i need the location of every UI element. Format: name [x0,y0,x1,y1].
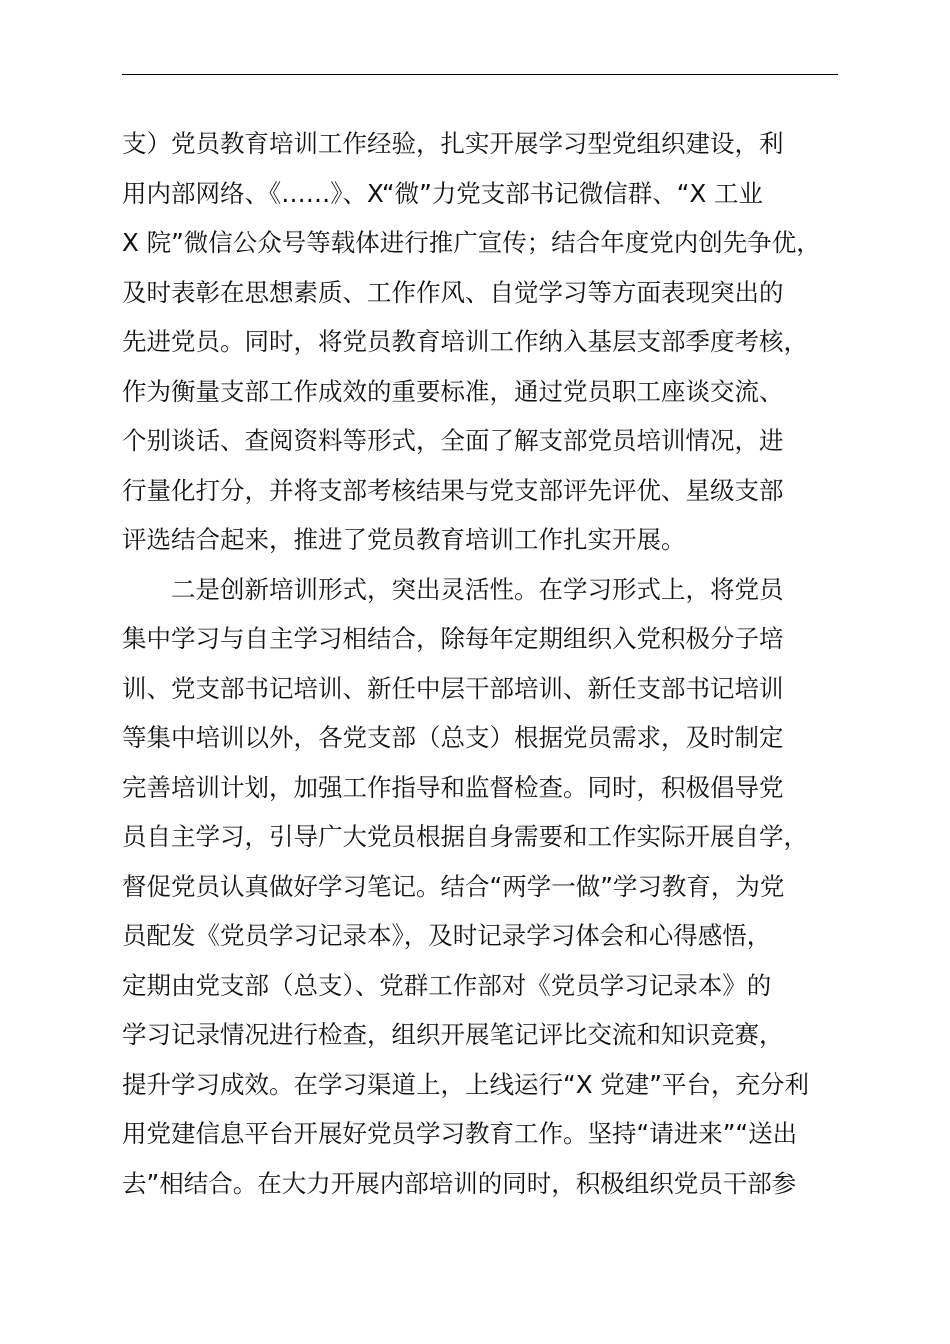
text-line: 作为衡量支部工作成效的重要标准，通过党员职工座谈交流、 [122,376,784,406]
text-line: 完善培训计划，加强工作指导和监督检查。同时，积极倡导党 [122,772,784,802]
text-line: 先进党员。同时，将党员教育培训工作纳入基层支部季度考核， [122,327,808,356]
text-line: 员自主学习，引导广大党员根据自身需要和工作实际开展自学， [122,822,808,851]
text-line: 评选结合起来，推进了党员教育培训工作扎实开展。 [122,525,686,554]
text-line: 提升学习成效。在学习渠道上，上线运行“X 党建”平台，充分利 [122,1069,809,1099]
text-line: 督促党员认真做好学习笔记。结合“两学一做”学习教育，为党 [122,871,785,901]
header-rule [122,74,838,75]
text-line: 行量化打分，并将支部考核结果与党支部评先评优、星级支部 [122,475,784,505]
text-line: 用党建信息平台开展好党员学习教育工作。坚持“请进来”“送出 [122,1119,798,1148]
text-line: 个别谈话、查阅资料等形式，全面了解支部党员培训情况，进 [122,426,784,455]
text-line: 集中学习与自主学习相结合，除每年定期组织入党积极分子培 [122,624,784,653]
text-line: 定期由党支部（总支）、党群工作部对《党员学习记录本》的 [122,970,772,1000]
text-line: 员配发《党员学习记录本》，及时记录学习体会和心得感悟， [122,921,772,950]
text-line: 等集中培训以外，各党支部（总支）根据党员需求，及时制定 [122,723,784,752]
text-line: 及时表彰在思想素质、工作作风、自觉学习等方面表现突出的 [122,277,784,307]
text-line: 训、党支部书记培训、新任中层干部培训、新任支部书记培训 [122,673,784,703]
text-line: 去”相结合。在大力开展内部培训的同时，积极组织党员干部参 [122,1168,797,1198]
text-line: 支）党员教育培训工作经验，扎实开展学习型党组织建设，利 [122,129,784,158]
text-line: X 院”微信公众号等载体进行推广宣传；结合年度党内创先争优， [122,228,821,257]
paragraph-start-line: 二是创新培训形式，突出灵活性。在学习形式上，将党员 [171,574,784,604]
text-line: 用内部网络、《……》、X“微”力党支部书记微信群、“X 工业 [122,178,764,208]
text-line: 学习记录情况进行检查，组织开展笔记评比交流和知识竞赛， [122,1020,784,1049]
